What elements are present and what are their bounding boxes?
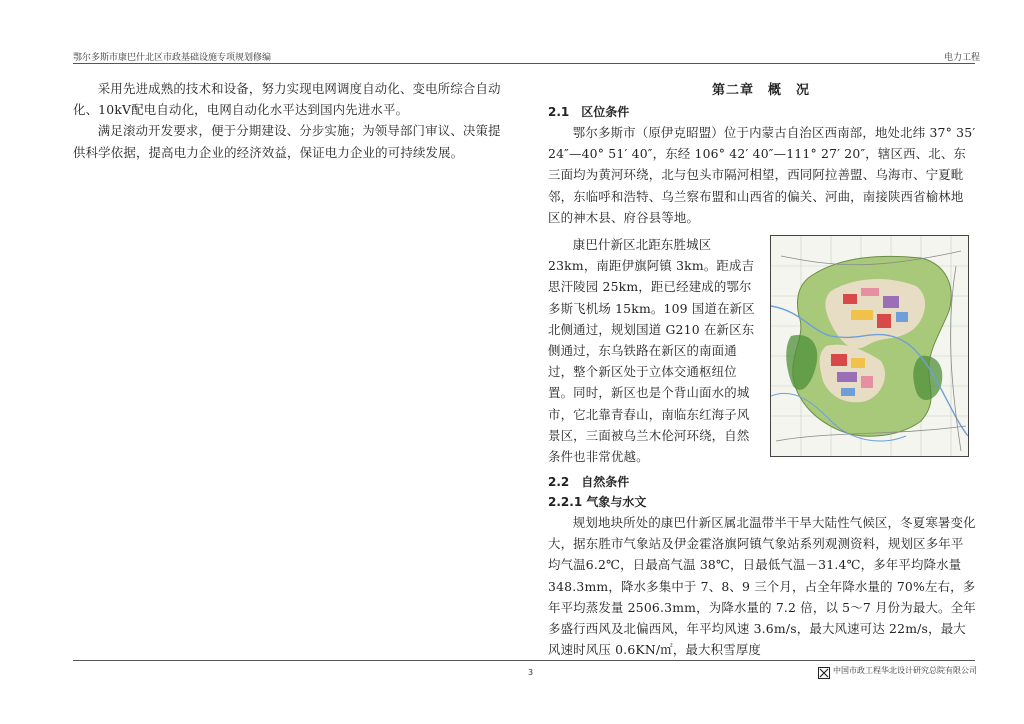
section-2-2-1-heading: 2.2.1 气象与水文 — [548, 495, 647, 509]
header-rule — [73, 63, 975, 64]
cross-square-logo-icon — [818, 664, 830, 676]
section-2-1-paragraph-1-container — [548, 122, 976, 228]
footer-company-name: 中国市政工程华北设计研究总院有限公司 — [833, 666, 977, 675]
footer-rule — [73, 660, 975, 661]
page-number: 3 — [528, 668, 534, 677]
city-land-use-map-icon — [771, 236, 968, 456]
section-2-2-1-paragraph: 规划地块所处的康巴什新区属北温带半干旱大陆性气候区，冬夏寒暑变化大，据东胜市气象站及伊金霍洛旗阿镇气象站系列观测资料，规划区多年平均气温6.2℃，日最高气温 38℃，日最低气温－31.4℃，多年平均降水量 348.3mm，降水多集中于 7、8、9 三个月，占全年降水量的 70%左右，多年平均蒸发量 2506.3mm，为降水量的 7.2 倍，以 5～7 月份为最大。全年多盛行西风及北偏西风，年平均风速 3.6m/s，最大风速可达 22m/s，最大风速时风压 0.6KN/㎡，最大积雪厚度 — [548, 515, 976, 658]
section-2-1-paragraph-2-container — [548, 234, 760, 467]
section-2-2-heading: 2.2 自然条件 — [548, 475, 630, 489]
section-2-2-1-paragraph-container — [548, 512, 976, 660]
section-2-1-paragraph-2: 康巴什新区北距东胜城区 23km，南距伊旗阿镇 3km。距成吉思汗陵园 25km，距已经建成的鄂尔多斯飞机场 15km。109 国道在新区北侧通过，规划国道 G210 在新区东侧通过，东乌铁路在新区的南面通过，整个新区处于立体交通枢纽位置。同时，新区也是个背山面水的城市，它北靠青春山，南临东红海子风景区，三面被乌兰木伦河环绕，自然条件也非常优越。 — [548, 237, 755, 465]
left-paragraph-1: 采用先进成熟的技术和设备，努力实现电网调度自动化、变电所综合自动化、10kV配电自动化，电网自动化水平达到国内先进水平。 — [73, 81, 501, 118]
section-2-1-heading: 2.1 区位条件 — [548, 105, 630, 119]
document-header-title: 鄂尔多斯市康巴什北区市政基础设施专项规划修编 — [73, 53, 272, 63]
left-paragraph-2: 满足滚动开发要求，便于分期建设、分步实施；为领导部门审议、决策提供科学依据，提高电力企业的经济效益，保证电力企业的可持续发展。 — [73, 123, 501, 160]
left-column — [73, 78, 503, 163]
document-header-section: 电力工程 — [944, 53, 981, 63]
chapter-title: 第二章 概 况 — [712, 83, 811, 98]
location-map-image — [770, 235, 969, 457]
section-2-1-paragraph-1: 鄂尔多斯市（原伊克昭盟）位于内蒙古自治区西南部，地处北纬 37° 35′ 24″—40° 51′ 40″，东经 106° 42′ 40″—111° 27′ 20″，辖区西、北、东三面均为黄河环绕，北与包头市隔河相望，西同阿拉善盟、乌海市、宁夏毗邻，东临呼和浩特、乌兰察布盟和山西省的偏关、河曲，南接陕西省榆林地区的神木县、府谷县等地。 — [548, 125, 976, 225]
